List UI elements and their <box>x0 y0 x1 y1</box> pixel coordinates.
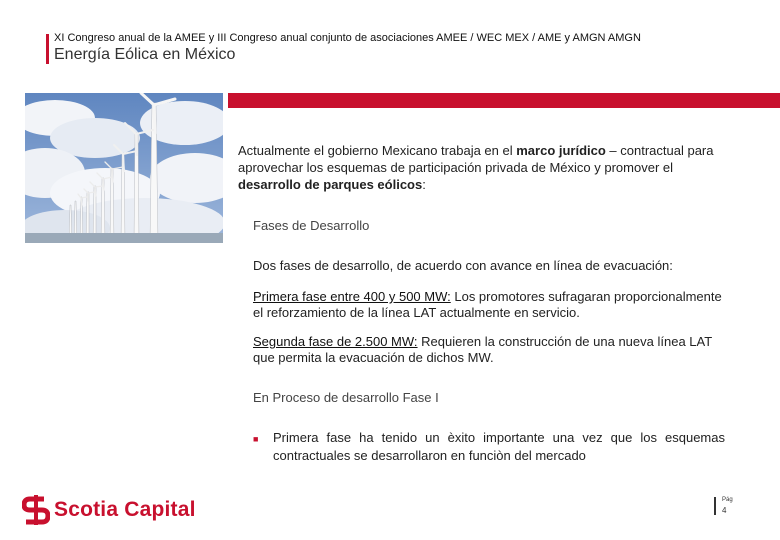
intro-paragraph <box>238 142 730 193</box>
process-bullet-item <box>253 429 725 465</box>
header-accent-bar <box>46 34 49 64</box>
phase2-label: Segunda fase de 2.500 MW: <box>253 334 418 349</box>
bullet-text: Primera fase ha tenido un èxito importante una vez que los esquemas contractuales se desarrollaron en funciòn del mercado <box>273 430 725 463</box>
bullet-square-icon: ■ <box>253 434 259 444</box>
wind-turbines-photo <box>25 93 223 243</box>
intro-bold-2: desarrollo de parques eólicos <box>238 177 423 192</box>
page-number-bar <box>714 497 716 515</box>
phases-summary: Dos fases de desarrollo, de acuerdo con avance en línea de evacuación: <box>253 258 673 273</box>
logo-text: Scotia Capital <box>54 498 196 521</box>
phase1-paragraph <box>253 289 733 321</box>
scotia-s-icon <box>22 495 50 525</box>
intro-text-3: : <box>422 177 426 192</box>
congress-subtitle: XI Congreso anual de la AMEE y III Congreso anual conjunto de asociaciones AMEE / WEC MEX / AME y AMGN AMGN <box>54 32 641 44</box>
intro-text-2: – contractual para aprovechar los esquemas de participación privada de México y promover el <box>238 143 714 175</box>
phase1-label: Primera fase entre 400 y 500 MW: <box>253 289 451 304</box>
intro-text-1: Actualmente el gobierno Mexicano trabaja en el <box>238 143 517 158</box>
phase2-paragraph <box>253 334 733 366</box>
page-number: 4 <box>722 506 727 515</box>
page-title: Energía Eólica en México <box>54 46 236 63</box>
phases-heading: Fases de Desarrollo <box>253 218 370 233</box>
phase1-text: Los promotores sufragaran proporcionalmente el reforzamiento de la línea LAT actualmente en servicio. <box>253 289 722 320</box>
process-heading: En Proceso de desarrollo Fase I <box>253 390 439 405</box>
page-label: Pág <box>722 497 733 503</box>
accent-band <box>228 93 780 108</box>
intro-bold-1: marco jurídico <box>516 143 606 158</box>
scotia-capital-logo <box>22 494 196 526</box>
phase2-text: Requieren la construcción de una nueva línea LAT que permita la evacuación de dichos MW. <box>253 334 712 365</box>
